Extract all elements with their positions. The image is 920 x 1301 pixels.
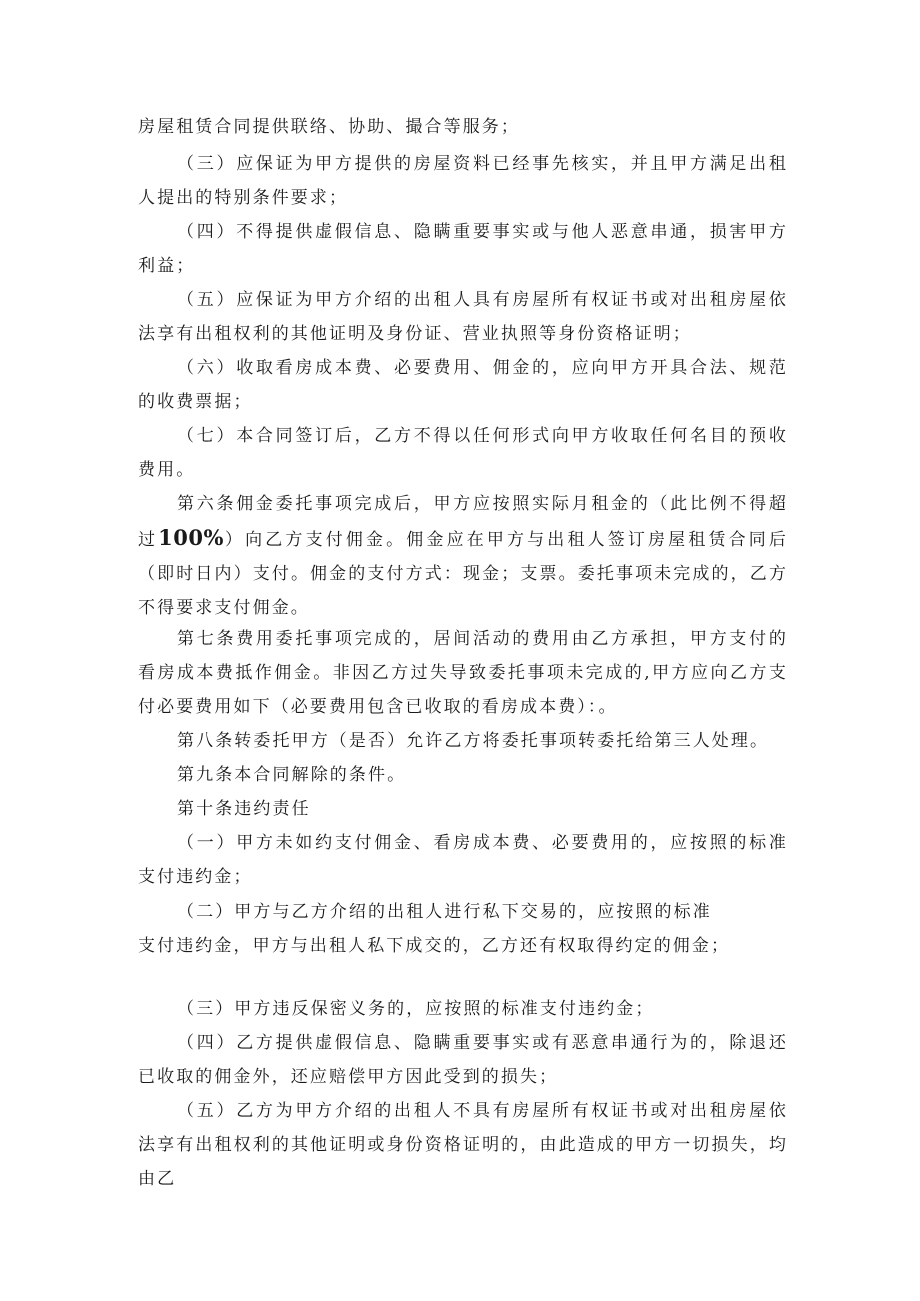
liability-item-5: （五）乙方为甲方介绍的出租人不具有房屋所有权证书或对出租房屋依法享有出租权利的其他证明或身份资格证明的，由此造成的甲方一切损失，均由乙: [138, 1101, 788, 1189]
paragraph-continuation: 房屋租赁合同提供联络、协助、撮合等服务；: [138, 117, 520, 137]
article-6-commission: [138, 487, 788, 625]
liability-item-3: （三）甲方违反保密义务的，应按照的标准支付违约金；: [177, 999, 655, 1019]
article-10-heading: 第十条违约责任: [177, 799, 311, 819]
commission-percentage: 100%: [158, 525, 224, 550]
liability-item-2-line2: 支付违约金，甲方与出租人私下成交的，乙方还有权取得约定的佣金；: [138, 936, 731, 956]
clause-item-6: （六）收取看房成本费、必要费用、佣金的，应向甲方开具合法、规范的收费票据；: [138, 358, 788, 412]
clause-item-4: （四）不得提供虚假信息、隐瞒重要事实或与他人恶意串通，损害甲方利益；: [138, 222, 788, 276]
liability-item-1: （一）甲方未如约支付佣金、看房成本费、必要费用的，应按照的标准支付违约金；: [138, 833, 788, 887]
clause-item-3: （三）应保证为甲方提供的房屋资料已经事先核实，并且甲方满足出租人提出的特别条件要求；: [138, 154, 788, 208]
clause-item-7: （七）本合同签订后，乙方不得以任何形式向甲方收取任何名目的预收费用。: [138, 426, 788, 480]
liability-item-2-line1: （二）甲方与乙方介绍的出租人进行私下交易的，应按照的标准: [177, 902, 712, 922]
article-8-subdelegation: 第八条转委托甲方（是否）允许乙方将委托事项转委托给第三人处理。: [177, 731, 770, 751]
article-6-text-part2: ）向乙方支付佣金。佣金应在甲方与出租人签订房屋租赁合同后（即时日内）支付。佣金的支付方式：现金；支票。委托事项未完成的，乙方不得要求支付佣金。: [138, 530, 788, 618]
article-6-text-part1: 第六条佣金委托事项完成后，甲方应按照实际月租金的（此比例不得超过: [138, 494, 788, 550]
liability-item-4: （四）乙方提供虚假信息、隐瞒重要事实或有恶意串通行为的，除退还已收取的佣金外，还应赔偿甲方因此受到的损失；: [138, 1033, 788, 1087]
article-9-termination: 第九条本合同解除的条件。: [177, 765, 407, 785]
article-7-fees: 第七条费用委托事项完成的，居间活动的费用由乙方承担，甲方支付的看房成本费抵作佣金。非因乙方过失导致委托事项未完成的,甲方应向乙方支付必要费用如下（必要费用包含已收取的看房成本费）：。: [138, 629, 788, 717]
clause-item-5: （五）应保证为甲方介绍的出租人具有房屋所有权证书或对出租房屋依法享有出租权利的其他证明及身份证、营业执照等身份资格证明；: [138, 290, 788, 344]
